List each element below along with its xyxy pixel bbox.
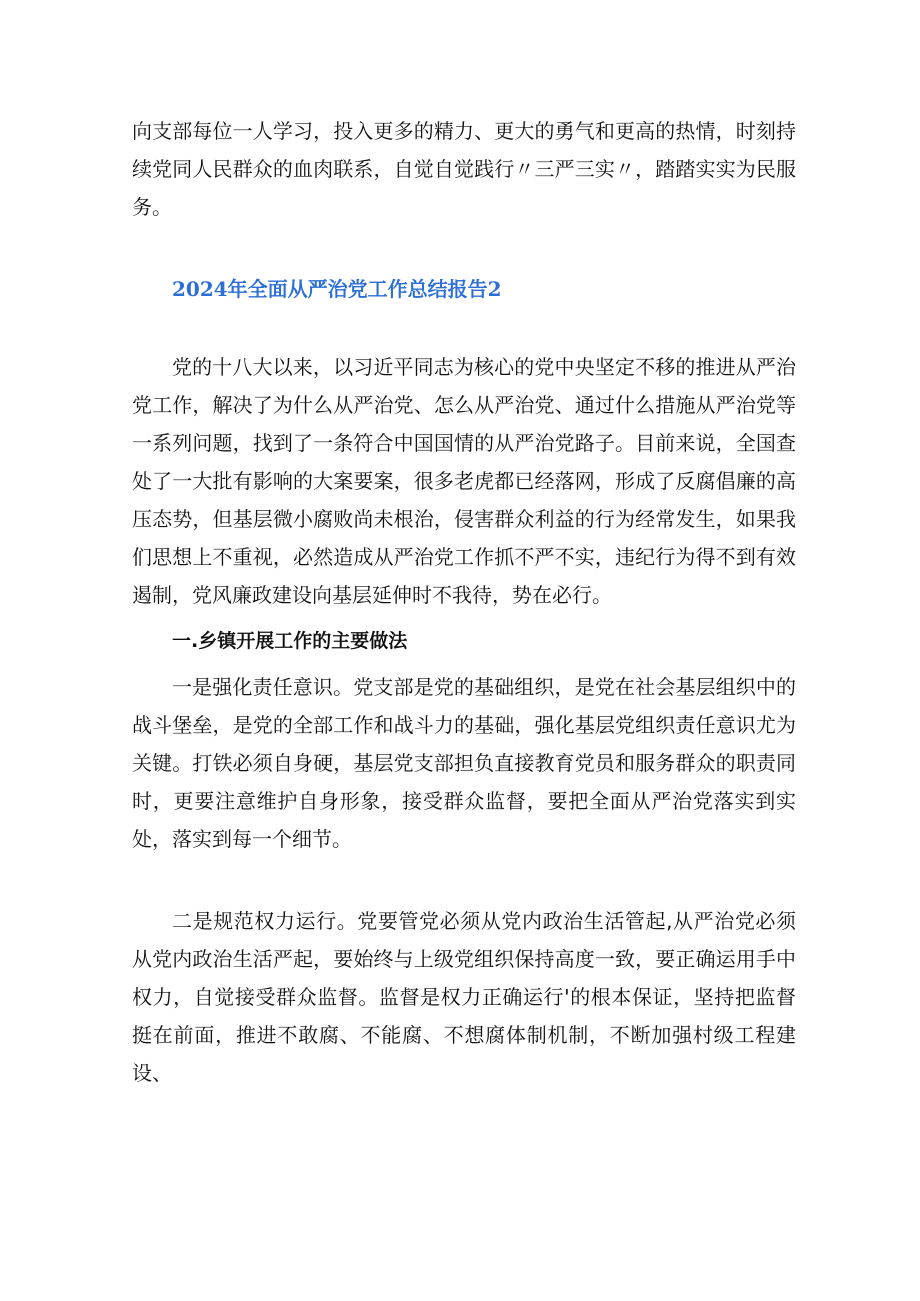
section-title: 2024年全面从严治党工作总结报告2 — [172, 277, 502, 301]
continuation-paragraph: 向支部每位一人学习，投入更多的精力、更大的勇气和更高的热情，时刻持续党同人民群众的血肉联系，自觉自觉践行〃三严三实〃，踏踏实实为民服务。 — [132, 119, 796, 219]
body-paragraph-power: 二是规范权力运行。党要管党必须从党内政治生活管起,从严治党必须从党内政治生活严起，要始终与上级党组织保持高度一致，要正确运用手中权力，自觉接受群众监督。监督是权力正确运行'的根本保证，坚持把监督挺在前面，推进不敢腐、不能腐、不想腐体制机制，不断加强村级工程建设、 — [132, 909, 796, 1085]
body-paragraph-responsibility: 一是强化责任意识。党支部是党的基础组织，是党在社会基层组织中的战斗堡垒，是党的全部工作和战斗力的基础，强化基层党组织责任意识尤为关键。打铁必须自身硬，基层党支部担负直接教育党员和服务群众的职责同时，更要注意维护自身形象，接受群众监督，要把全面从严治党落实到实处，落实到每一个细节。 — [132, 675, 796, 851]
document-page — [132, 112, 796, 1092]
subheading: 一.乡镇开展工作的主要做法 — [172, 630, 408, 652]
intro-paragraph: 党的十八大以来，以习近平同志为核心的党中央坚定不移的推进从严治党工作，解决了为什么从严治党、怎么从严治党、通过什么措施从严治党等一系列问题，找到了一条符合中国国情的从严治党路子。目前来说，全国查处了一大批有影响的大案要案，很多老虎都已经落网，形成了反腐倡廉的高压态势，但基层微小腐败尚未根治，侵害群众利益的行为经常发生，如果我们思想上不重视，必然造成从严治党工作抓不严不实，违纪行为得不到有效遏制，党风廉政建设向基层延伸时不我待，势在必行。 — [132, 355, 796, 607]
